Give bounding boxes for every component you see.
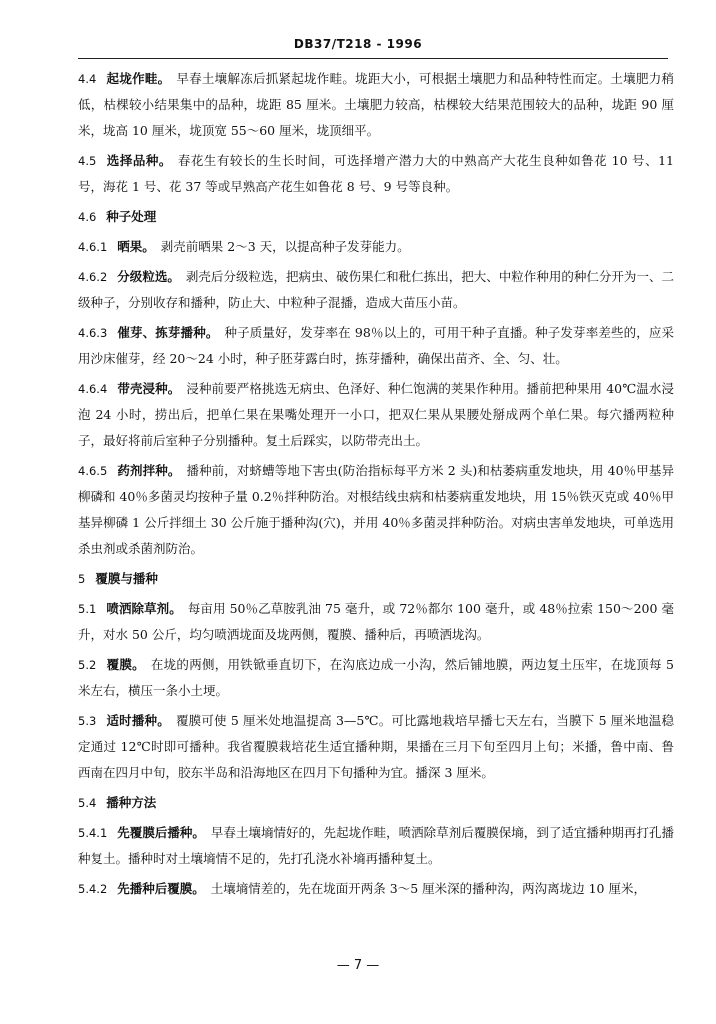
section-number: 4.6.1 — [78, 240, 108, 254]
section-text: 春花生有较长的生长时间，可选择增产潜力大的中熟高产大花生良种如鲁花 10 号、11 号，海花 1 号、花 37 等或早熟高产花生如鲁花 8 号、9 号等良种。 — [78, 153, 674, 194]
section-title: 播种方法 — [106, 795, 157, 810]
section-number: 4.6.5 — [78, 464, 108, 478]
section-title: 带壳浸种。 — [117, 381, 181, 396]
section-title: 药剂拌种。 — [117, 463, 181, 478]
section-4-6-5 — [78, 458, 674, 562]
section-5-4-1 — [78, 820, 674, 872]
section-title: 选择品种。 — [106, 153, 172, 168]
section-title: 先覆膜后播种。 — [117, 825, 205, 840]
section-title: 适时播种。 — [106, 713, 170, 728]
section-number: 5.3 — [78, 714, 97, 728]
section-text: 覆膜可使 5 厘米处地温提高 3—5℃。可比露地栽培早播七天左右，当膜下 5 厘米地温稳定通过 12℃时即可播种。我省覆膜栽培花生适宜播种期，果播在三月下旬至四月上旬；米播，鲁中南、鲁西南在四月中旬，胶东半岛和沿海地区在四月下旬播种为宜。播深 3 厘米。 — [78, 713, 674, 780]
section-number: 5.1 — [78, 602, 97, 616]
section-title: 起垅作畦。 — [106, 71, 171, 86]
section-4-6-3 — [78, 320, 674, 372]
section-5-1 — [78, 596, 674, 648]
section-text: 每亩用 50％乙草胺乳油 75 毫升，或 72％都尔 100 毫升，或 48％拉索 150～200 毫升，对水 50 公斤，均匀喷洒垅面及垅两侧，覆膜、播种后，再喷洒垅沟。 — [78, 601, 674, 642]
section-4-6-2 — [78, 264, 674, 316]
section-text: 早春土壤墒情好的，先起垅作畦，喷洒除草剂后覆膜保墒，到了适宜播种期再打孔播种复土。播种时对土壤墒情不足的，先打孔浇水补墒再播种复土。 — [78, 825, 674, 866]
section-text: 土壤墒情差的，先在垅面开两条 3～5 厘米深的播种沟，两沟离垅边 10 厘米， — [210, 881, 646, 896]
section-text: 剥壳后分级粒选，把病虫、破伤果仁和秕仁拣出，把大、中粒作种用的种仁分开为一、二级种子，分别收存和播种，防止大、中粒种子混播，造成大苗压小苗。 — [78, 269, 674, 310]
page-number: — 7 — — [336, 958, 380, 973]
section-4-6 — [78, 204, 674, 230]
section-title: 晒果。 — [117, 239, 155, 254]
section-title: 分级粒选。 — [117, 269, 180, 284]
section-4-4 — [78, 66, 674, 144]
section-text: 种子质量好，发芽率在 98％以上的，可用干种子直播。种子发芽率差些的，应采用沙床催芽，经 20～24 小时，种子胚芽露白时，拣芽播种，确保出苗齐、全、匀、壮。 — [78, 325, 674, 366]
document-code-header: DB37/T218 - 1996 — [293, 37, 423, 51]
section-text: 浸种前要严格挑选无病虫、色泽好、种仁饱满的荚果作种用。播前把种果用 40℃温水浸泡 24 小时，捞出后，把单仁果在果嘴处理开一小口，把双仁果从果腰处掰成两个单仁果。每穴播两粒种子，最好将前后室种子分别播种。复土后踩实，以防带壳出土。 — [78, 381, 674, 448]
section-4-6-4 — [78, 376, 674, 454]
section-number: 4.6.3 — [78, 326, 108, 340]
section-5-4-2 — [78, 876, 674, 902]
section-number: 4.6 — [78, 210, 97, 224]
section-5-4 — [78, 790, 674, 816]
section-text: 早春土壤解冻后抓紧起垅作畦。垅距大小，可根据土壤肥力和品种特性而定。土壤肥力稍低，枯棵较小结果集中的品种，垅距 85 厘米。土壤肥力较高，枯棵较大结果范围较大的品种，垅距 90 厘米，垅高 10 厘米，垅顶宽 55～60 厘米，垅顶细平。 — [78, 71, 674, 138]
section-title: 喷洒除草剂。 — [106, 601, 182, 616]
section-4-6-1 — [78, 234, 674, 260]
section-text: 播种前，对蛴螬等地下害虫(防治指标每平方米 2 头)和枯萎病重发地块，用 40％甲基异柳磷和 40％多菌灵均按种子量 0.2％拌种防治。对根结线虫病和枯萎病重发地块，用 15％铁灭克或 40％甲基异柳磷 1 公斤拌细土 30 公斤施于播种沟(穴)，并用 40％多菌灵拌种防治。对病虫害单发地块，可单选用杀虫剂或杀菌剂防治。 — [78, 463, 674, 556]
section-title: 先播种后覆膜。 — [117, 881, 205, 896]
section-title: 催芽、拣芽播种。 — [117, 325, 219, 340]
section-number: 5.4.1 — [78, 826, 108, 840]
section-5-3 — [78, 708, 674, 786]
section-number: 4.4 — [78, 72, 97, 86]
section-number: 5.4 — [78, 796, 97, 810]
section-number: 4.6.4 — [78, 382, 108, 396]
section-number: 4.5 — [78, 154, 97, 168]
section-text: 剥壳前晒果 2～3 天，以提高种子发芽能力。 — [160, 239, 410, 254]
section-number: 5.4.2 — [78, 882, 108, 896]
section-text: 在垅的两侧，用铁锨垂直切下，在沟底边成一小沟，然后铺地膜，两边复土压牢，在垅顶每 5 米左右，横压一条小土埂。 — [78, 657, 674, 698]
section-title: 覆膜与播种 — [95, 571, 158, 586]
section-number: 5.2 — [78, 658, 97, 672]
section-number: 5 — [78, 572, 86, 586]
section-title: 覆膜。 — [106, 657, 145, 672]
section-number: 4.6.2 — [78, 270, 108, 284]
document-body — [78, 66, 674, 906]
section-5 — [78, 566, 674, 592]
header-rule — [78, 58, 668, 59]
section-5-2 — [78, 652, 674, 704]
section-title: 种子处理 — [106, 209, 157, 224]
section-4-5 — [78, 148, 674, 200]
